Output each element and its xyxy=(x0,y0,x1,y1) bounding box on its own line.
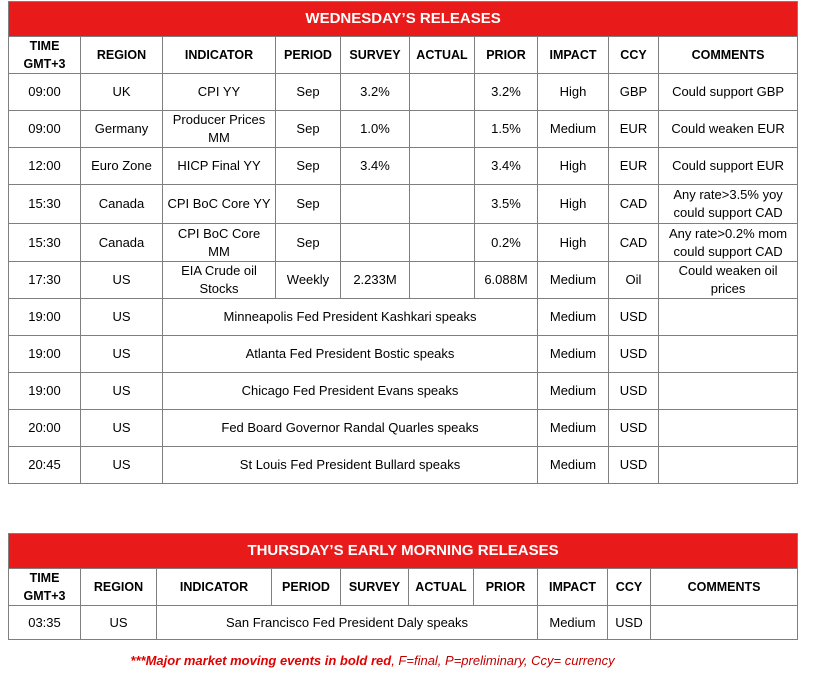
header-comments: COMMENTS xyxy=(659,37,798,74)
cell-impact: Medium xyxy=(538,299,609,336)
cell-comments: Any rate>3.5% yoy could support CAD xyxy=(659,185,798,224)
cell-prior: 3.2% xyxy=(475,74,538,111)
thursday-title: THURSDAY’S EARLY MORNING RELEASES xyxy=(9,534,798,569)
cell-actual xyxy=(410,224,475,262)
cell-impact: Medium xyxy=(538,606,608,640)
header-impact: IMPACT xyxy=(538,37,609,74)
cell-survey: 2.233M xyxy=(341,262,410,299)
cell-time: 19:00 xyxy=(9,336,81,373)
cell-survey: 3.2% xyxy=(341,74,410,111)
cell-ccy: EUR xyxy=(609,111,659,148)
cell-time: 17:30 xyxy=(9,262,81,299)
cell-comments xyxy=(651,606,798,640)
cell-period: Weekly xyxy=(276,262,341,299)
cell-survey: 1.0% xyxy=(341,111,410,148)
cell-time: 09:00 xyxy=(9,74,81,111)
header-time-line2: GMT+3 xyxy=(23,589,66,603)
release-row xyxy=(9,74,798,111)
cell-comments: Any rate>0.2% mom could support CAD xyxy=(659,224,798,262)
footnote-bold: ***Major market moving events in bold red xyxy=(130,653,392,668)
cell-event: San Francisco Fed President Daly speaks xyxy=(157,606,538,640)
cell-time: 03:35 xyxy=(9,606,81,640)
cell-indicator: CPI BoC Core MM xyxy=(163,224,276,262)
cell-time: 20:00 xyxy=(9,410,81,447)
footnote-rest: , F=final, P=preliminary, Ccy= currency xyxy=(391,653,615,668)
cell-ccy: USD xyxy=(609,336,659,373)
cell-comments: Could support GBP xyxy=(659,74,798,111)
cell-indicator: CPI YY xyxy=(163,74,276,111)
cell-comments xyxy=(659,299,798,336)
cell-comments xyxy=(659,373,798,410)
cell-actual xyxy=(410,148,475,185)
cell-period: Sep xyxy=(276,74,341,111)
header-region: REGION xyxy=(81,37,163,74)
speech-row xyxy=(9,299,798,336)
cell-impact: Medium xyxy=(538,447,609,484)
cell-region: US xyxy=(81,606,157,640)
release-row xyxy=(9,148,798,185)
cell-impact: High xyxy=(538,74,609,111)
cell-region: US xyxy=(81,262,163,299)
wednesday-releases-table xyxy=(8,1,798,484)
header-ccy: CCY xyxy=(609,37,659,74)
cell-region: Germany xyxy=(81,111,163,148)
cell-ccy: Oil xyxy=(609,262,659,299)
cell-impact: High xyxy=(538,224,609,262)
cell-time: 20:45 xyxy=(9,447,81,484)
cell-impact: Medium xyxy=(538,111,609,148)
cell-comments xyxy=(659,447,798,484)
cell-region: US xyxy=(81,373,163,410)
cell-impact: High xyxy=(538,148,609,185)
header-period: PERIOD xyxy=(276,37,341,74)
cell-actual xyxy=(410,111,475,148)
header-prior: PRIOR xyxy=(475,37,538,74)
cell-region: Canada xyxy=(81,224,163,262)
cell-actual xyxy=(410,185,475,224)
cell-event: St Louis Fed President Bullard speaks xyxy=(163,447,538,484)
header-indicator: INDICATOR xyxy=(163,37,276,74)
cell-period: Sep xyxy=(276,148,341,185)
cell-impact: Medium xyxy=(538,373,609,410)
cell-prior: 3.4% xyxy=(475,148,538,185)
cell-indicator: CPI BoC Core YY xyxy=(163,185,276,224)
cell-prior: 0.2% xyxy=(475,224,538,262)
cell-region: UK xyxy=(81,74,163,111)
cell-time: 19:00 xyxy=(9,373,81,410)
cell-time: 19:00 xyxy=(9,299,81,336)
cell-impact: Medium xyxy=(538,336,609,373)
cell-time: 15:30 xyxy=(9,185,81,224)
cell-prior: 6.088M xyxy=(475,262,538,299)
header-time xyxy=(9,37,81,74)
cell-time: 09:00 xyxy=(9,111,81,148)
cell-event: Minneapolis Fed President Kashkari speaks xyxy=(163,299,538,336)
cell-indicator: HICP Final YY xyxy=(163,148,276,185)
speech-row xyxy=(9,447,798,484)
cell-ccy: USD xyxy=(609,447,659,484)
cell-period: Sep xyxy=(276,185,341,224)
cell-comments xyxy=(659,410,798,447)
header-time xyxy=(9,569,81,606)
cell-ccy: USD xyxy=(609,299,659,336)
cell-comments xyxy=(659,336,798,373)
release-row xyxy=(9,262,798,299)
cell-ccy: USD xyxy=(609,410,659,447)
header-ccy: CCY xyxy=(608,569,651,606)
footnote xyxy=(0,653,745,668)
header-survey: SURVEY xyxy=(341,569,409,606)
header-survey: SURVEY xyxy=(341,37,410,74)
cell-comments: Could support EUR xyxy=(659,148,798,185)
header-impact: IMPACT xyxy=(538,569,608,606)
wednesday-header-row xyxy=(9,37,798,74)
cell-prior: 1.5% xyxy=(475,111,538,148)
release-row xyxy=(9,111,798,148)
cell-ccy: CAD xyxy=(609,185,659,224)
cell-event: Chicago Fed President Evans speaks xyxy=(163,373,538,410)
cell-comments: Could weaken oil prices xyxy=(659,262,798,299)
cell-time: 12:00 xyxy=(9,148,81,185)
header-time-line1: TIME xyxy=(29,39,60,53)
cell-actual xyxy=(410,262,475,299)
cell-survey xyxy=(341,185,410,224)
cell-impact: High xyxy=(538,185,609,224)
cell-impact: Medium xyxy=(538,262,609,299)
cell-region: US xyxy=(81,447,163,484)
release-row xyxy=(9,185,798,224)
cell-ccy: EUR xyxy=(609,148,659,185)
cell-indicator: Producer Prices MM xyxy=(163,111,276,148)
thursday-releases-table xyxy=(8,533,798,640)
speech-row xyxy=(9,373,798,410)
cell-ccy: GBP xyxy=(609,74,659,111)
thursday-header-row xyxy=(9,569,798,606)
cell-period: Sep xyxy=(276,224,341,262)
speech-row xyxy=(9,410,798,447)
cell-ccy: CAD xyxy=(609,224,659,262)
cell-event: Atlanta Fed President Bostic speaks xyxy=(163,336,538,373)
header-comments: COMMENTS xyxy=(651,569,798,606)
cell-region: Euro Zone xyxy=(81,148,163,185)
header-actual: ACTUAL xyxy=(409,569,474,606)
cell-survey xyxy=(341,224,410,262)
header-actual: ACTUAL xyxy=(410,37,475,74)
speech-row xyxy=(9,336,798,373)
cell-ccy: USD xyxy=(608,606,651,640)
header-period: PERIOD xyxy=(272,569,341,606)
cell-event: Fed Board Governor Randal Quarles speaks xyxy=(163,410,538,447)
header-time-line2: GMT+3 xyxy=(23,57,66,71)
cell-indicator: EIA Crude oil Stocks xyxy=(163,262,276,299)
cell-comments: Could weaken EUR xyxy=(659,111,798,148)
release-row xyxy=(9,224,798,262)
wednesday-title: WEDNESDAY’S RELEASES xyxy=(9,2,798,37)
cell-region: Canada xyxy=(81,185,163,224)
header-time-line1: TIME xyxy=(29,571,60,585)
cell-survey: 3.4% xyxy=(341,148,410,185)
cell-prior: 3.5% xyxy=(475,185,538,224)
header-region: REGION xyxy=(81,569,157,606)
cell-region: US xyxy=(81,299,163,336)
cell-period: Sep xyxy=(276,111,341,148)
speech-row xyxy=(9,606,798,640)
cell-region: US xyxy=(81,410,163,447)
cell-time: 15:30 xyxy=(9,224,81,262)
cell-impact: Medium xyxy=(538,410,609,447)
header-indicator: INDICATOR xyxy=(157,569,272,606)
cell-actual xyxy=(410,74,475,111)
header-prior: PRIOR xyxy=(474,569,538,606)
cell-region: US xyxy=(81,336,163,373)
cell-ccy: USD xyxy=(609,373,659,410)
